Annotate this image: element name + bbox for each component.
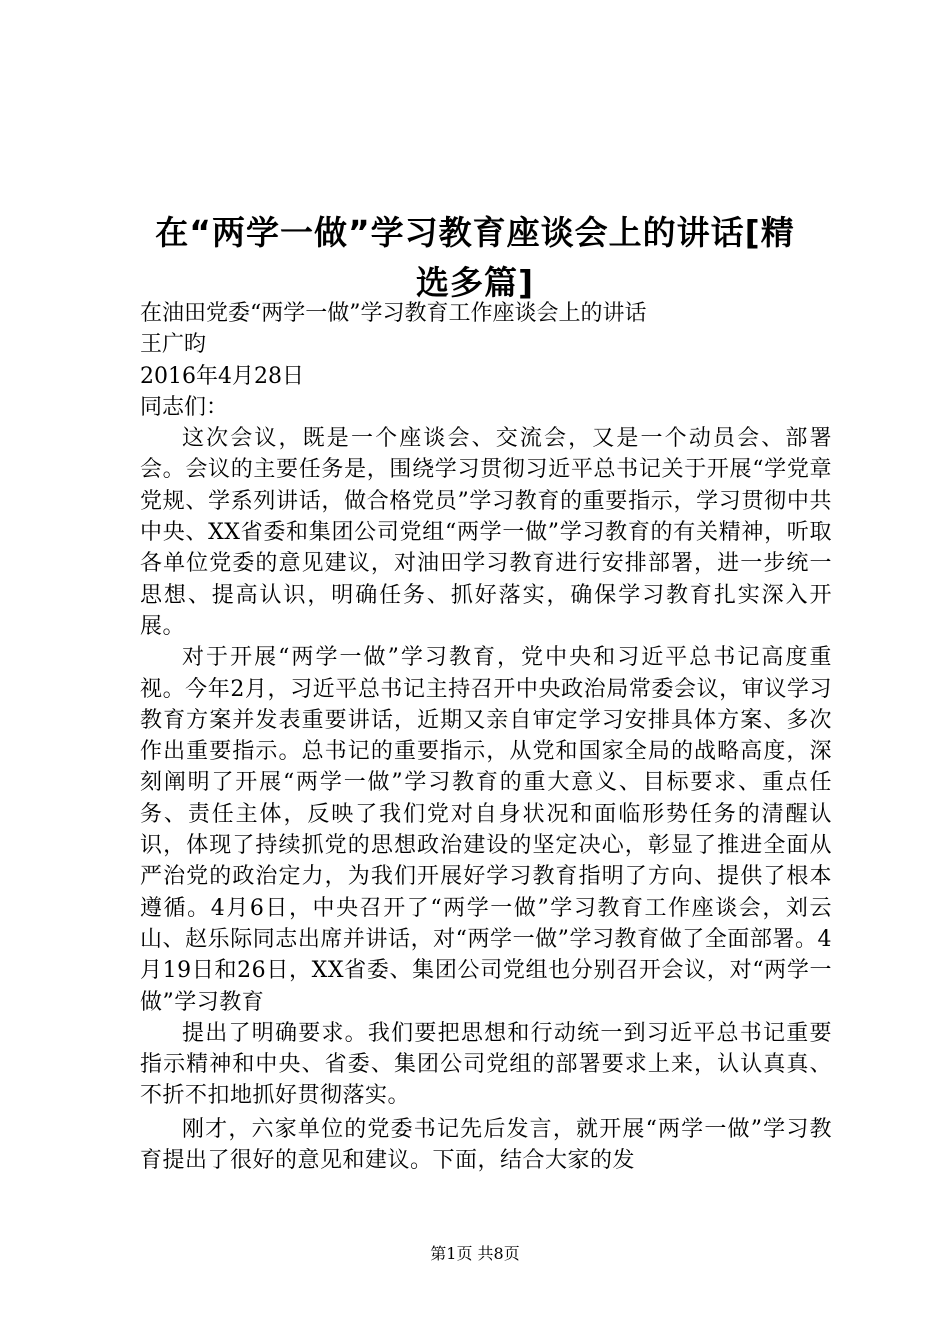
document-body [140,298,832,1176]
page-number-footer: 第1页 共8页 [430,1244,520,1263]
speech-salutation: 同志们： [140,394,229,420]
body-paragraph-3: 提出了明确要求。我们要把思想和行动统一到习近平总书记重要指示精神和中央、省委、集团公司党组的部署要求上来，认认真真、不折不扣地抓好贯彻落实。 [140,1020,832,1109]
title-line-1: 在“两学一做”学习教育座谈会上的讲话[精 [155,213,795,253]
body-paragraph-4: 刚才，六家单位的党委书记先后发言，就开展“两学一做”学习教育提出了很好的意见和建议。下面，结合大家的发 [140,1116,832,1174]
body-paragraph-2: 对于开展“两学一做”学习教育，党中央和习近平总书记高度重视。今年2月，习近平总书记主持召开中央政治局常委会议，审议学习教育方案并发表重要讲话，近期又亲自审定学习安排具体方案、多次作出重要指示。总书记的重要指示，从党和国家全局的战略高度，深刻阐明了开展“两学一做”学习教育的重大意义、目标要求、重点任务、责任主体，反映了我们党对自身状况和面临形势任务的清醒认识，体现了持续抓党的思想政治建设的坚定决心，彰显了推进全面从严治党的政治定力，为我们开展好学习教育指明了方向、提供了根本遵循。4月6日，中央召开了“两学一做”学习教育工作座谈会，刘云山、赵乐际同志出席并讲话，对“两学一做”学习教育做了全面部署。4月19日和26日，XX省委、集团公司党组也分别召开会议，对“两学一做”学习教育 [140,645,832,1015]
speech-date: 2016年4月28日 [140,363,304,389]
speech-author: 王广昀 [140,332,207,358]
document-title [118,208,832,308]
speech-subtitle: 在油田党委“两学一做”学习教育工作座谈会上的讲话 [140,301,647,326]
title-line-2: 选多篇] [415,263,535,303]
body-paragraph-1: 这次会议，既是一个座谈会、交流会，又是一个动员会、部署会。会议的主要任务是，围绕学习贯彻习近平总书记关于开展“学党章党规、学系列讲话，做合格党员”学习教育的重要指示，学习贯彻中共中央、XX省委和集团公司党组“两学一做”学习教育的有关精神，听取各单位党委的意见建议，对油田学习教育进行安排部署，进一步统一思想、提高认识，明确任务、抓好落实，确保学习教育扎实深入开展。 [140,426,832,639]
